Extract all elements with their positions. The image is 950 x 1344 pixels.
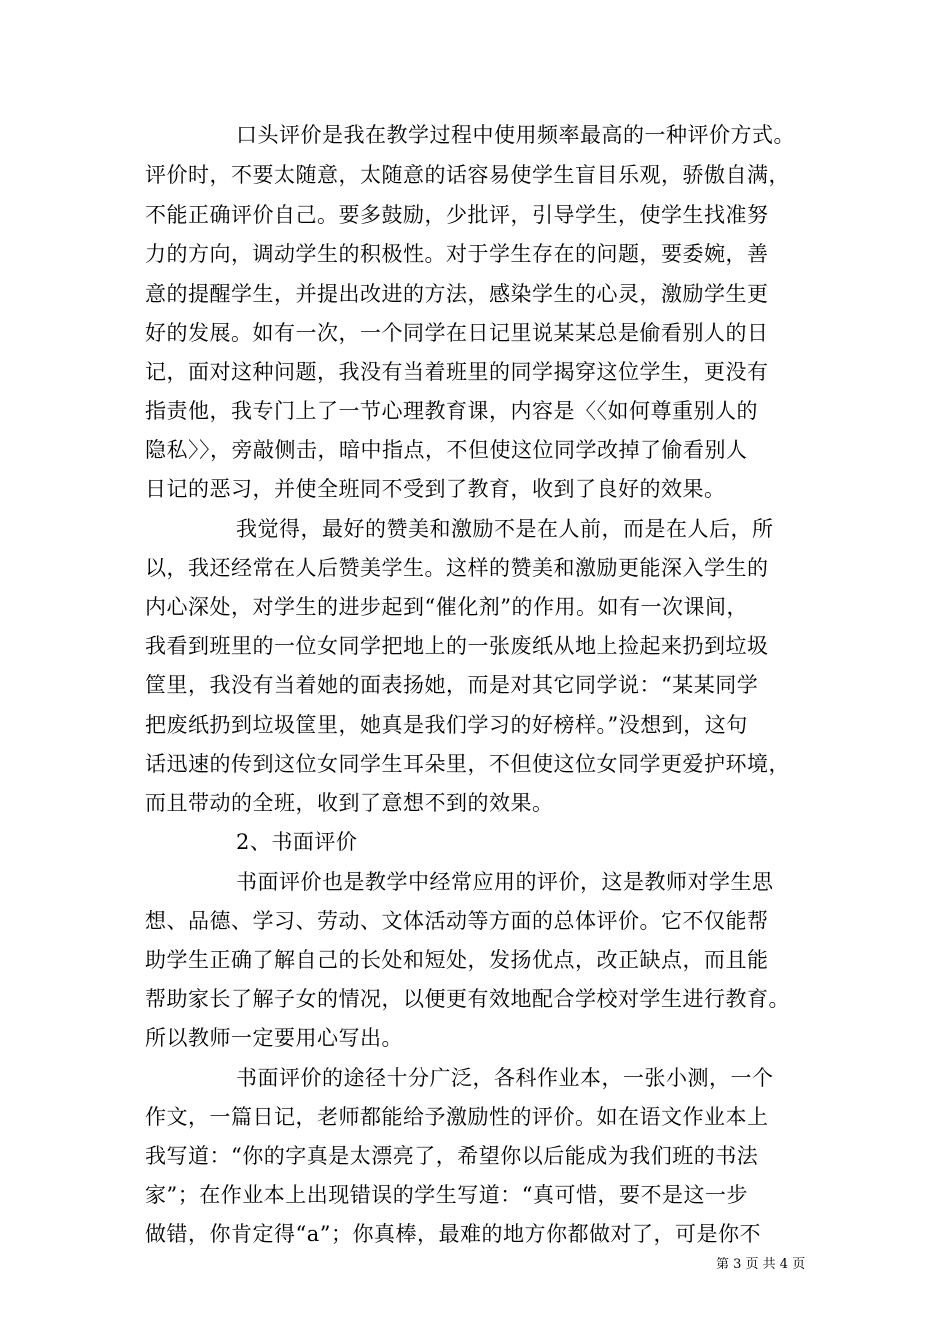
paragraph-line: 以，我还经常在人后赞美学生。这样的赞美和激励更能深入学生的 [145,556,769,580]
section-heading: 2、书面评价 [236,830,358,854]
paragraph-line: 不能正确评价自己。要多鼓励，少批评，引导学生，使学生找准努 [145,203,769,227]
paragraph-line: 作文，一篇日记，老师都能给予激励性的评价。如在语文作业本上 [145,1105,769,1129]
paragraph-line: 书面评价也是教学中经常应用的评价，这是教师对学生思 [236,870,774,894]
paragraph-line: 我觉得，最好的赞美和激励不是在人前，而是在人后，所 [236,517,774,541]
paragraph-line: 好的发展。如有一次，一个同学在日记里说某某总是偷看别人的日 [145,321,769,345]
paragraph-line: 话迅速的传到这位女同学生耳朵里，不但使这位女同学更爱护环境， [145,752,790,776]
paragraph-line: 内心深处，对学生的进步起到“催化剂”的作用。如有一次课间， [145,595,748,619]
paragraph-line: 所以教师一定要用心写出。 [145,1026,403,1050]
paragraph-line: 家”；在作业本上出现错误的学生写道：“真可惜，要不是这一步 [145,1183,748,1207]
paragraph-line: 指责他，我专门上了一节心理教育课，内容是〈〈如何尊重别人的 [145,399,758,423]
paragraph-line: 我看到班里的一位女同学把地上的一张废纸从地上捡起来扔到垃圾 [145,634,769,658]
paragraph-line: 助学生正确了解自己的长处和短处，发扬优点，改正缺点，而且能 [145,948,769,972]
paragraph-line: 做错，你肯定得“a”；你真棒，最难的地方你都做对了，可是你不 [145,1222,761,1246]
paragraph-line: 把废纸扔到垃圾筐里，她真是我们学习的好榜样。”没想到，这句 [145,713,748,737]
paragraph-line: 口头评价是我在教学过程中使用频率最高的一种评价方式。 [236,123,795,147]
page-number: 第 3 页 共 4 页 [716,1257,806,1272]
paragraph-line: 帮助家长了解子女的情况，以便更有效地配合学校对学生进行教育。 [145,987,790,1011]
paragraph-line: 筐里，我没有当着她的面表扬她，而是对其它同学说：“某某同学 [145,673,759,697]
paragraph-line: 而且带动的全班，收到了意想不到的效果。 [145,791,554,815]
paragraph-line: 评价时，不要太随意，太随意的话容易使学生盲目乐观，骄傲自满， [145,163,790,187]
paragraph-line: 我写道：“你的字真是太漂亮了，希望你以后能成为我们班的书法 [145,1144,759,1168]
paragraph-line: 想、品德、学习、劳动、文体活动等方面的总体评价。它不仅能帮 [145,909,769,933]
paragraph-line: 日记的恶习，并使全班同不受到了教育，收到了良好的效果。 [145,477,726,501]
paragraph-line: 力的方向，调动学生的积极性。对于学生存在的问题，要委婉，善 [145,242,769,266]
paragraph-line: 记，面对这种问题，我没有当着班里的同学揭穿这位学生，更没有 [145,360,769,384]
paragraph-line: 隐私〉〉，旁敲侧击，暗中指点，不但使这位同学改掉了偷看别人 [145,438,748,462]
paragraph-line: 意的提醒学生，并提出改进的方法，感染学生的心灵，激励学生更 [145,282,769,306]
paragraph-line: 书面评价的途径十分广泛，各科作业本，一张小测，一个 [236,1066,774,1090]
